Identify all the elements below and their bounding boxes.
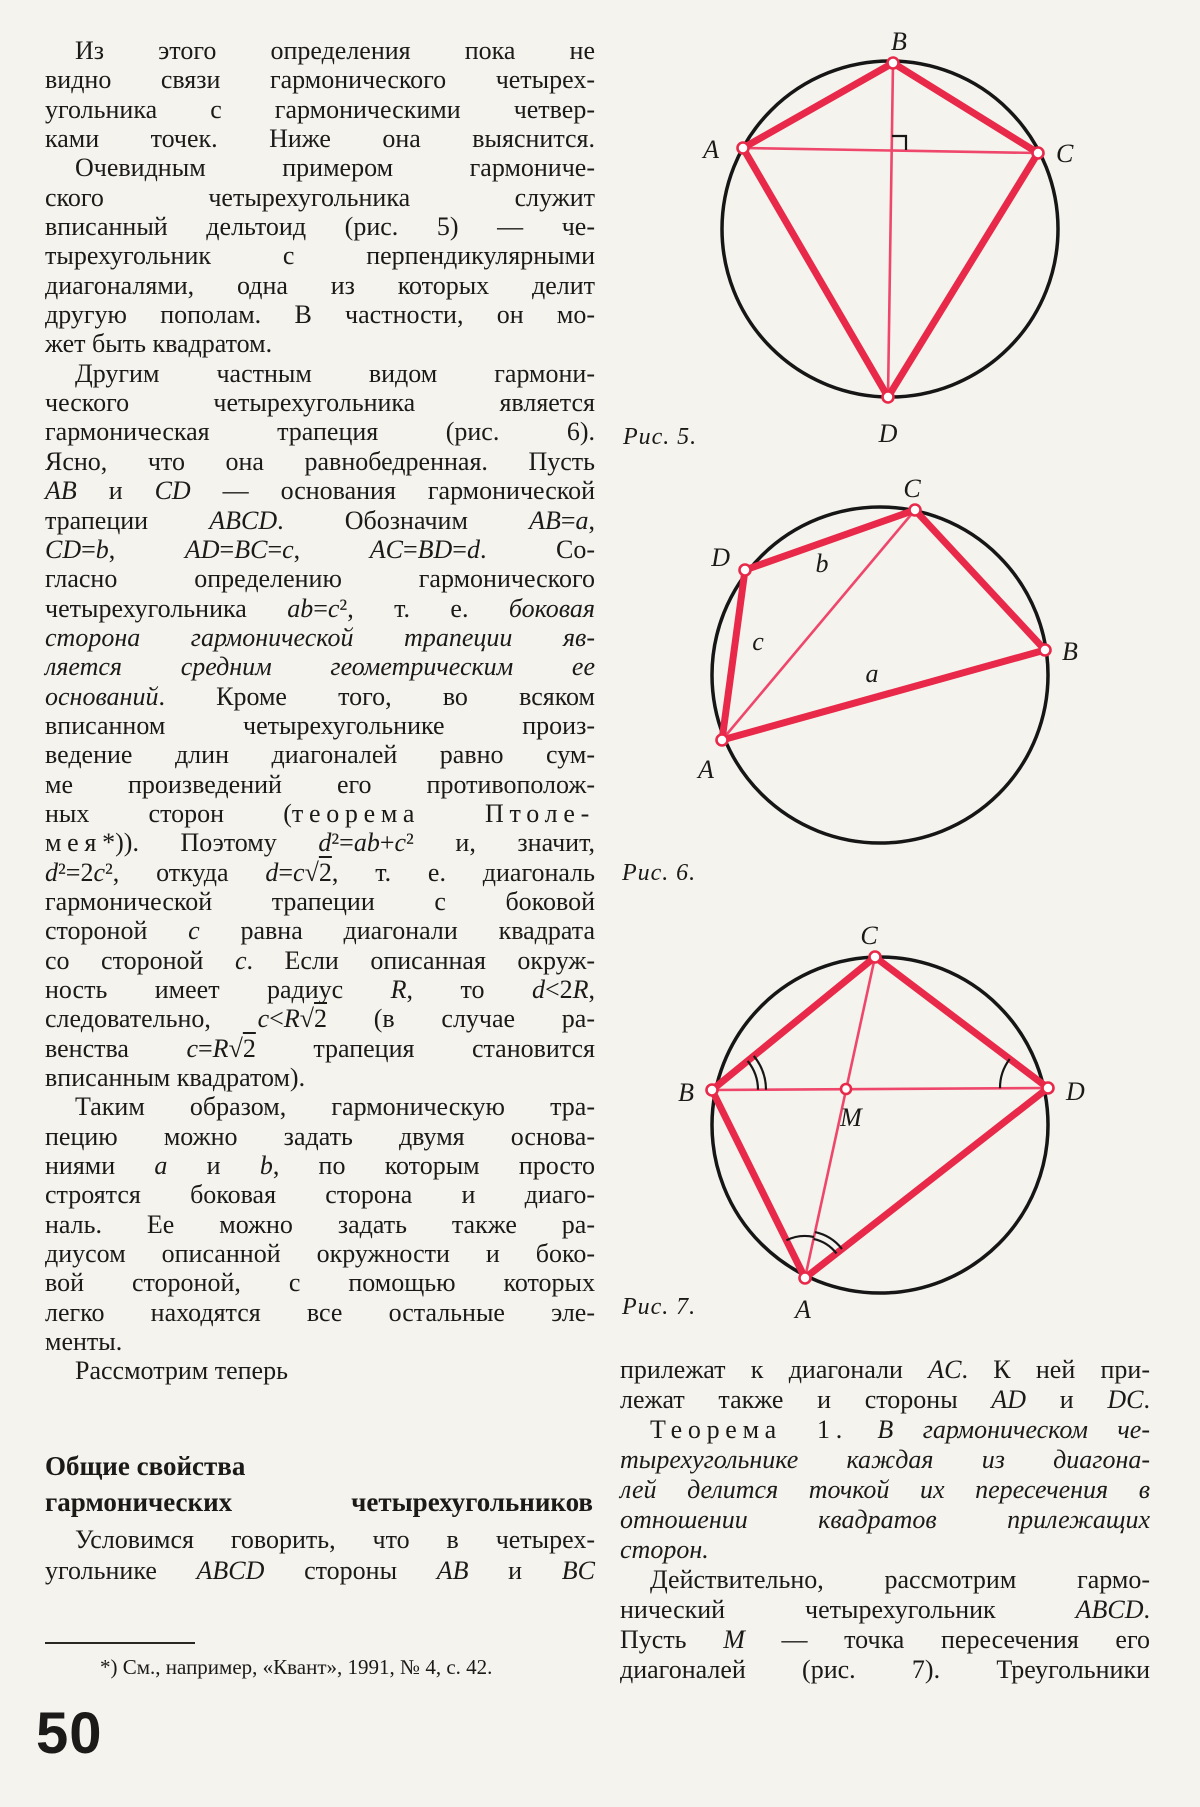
figure5-caption: Рис. 5. <box>623 424 698 450</box>
text-line: отношении квадратов прилежащих <box>620 1505 1150 1534</box>
fig6-vertex-D <box>740 565 751 576</box>
text-line: Действительно, рассмотрим гармо- <box>650 1565 1150 1594</box>
text-line: ных сторон (теорема Птоле- <box>45 798 595 828</box>
fig6-vertex-C <box>910 505 921 516</box>
text-line: нический четырехугольник ABCD. <box>620 1595 1150 1624</box>
fig7-label-A: A <box>795 1295 811 1324</box>
right-text-column <box>620 1355 1150 1685</box>
text-line: вписанный дельтоид (рис. 5) — че- <box>45 212 595 242</box>
text-line: прилежат к диагонали AC. К ней при- <box>620 1355 1150 1384</box>
fig7-label-M: M <box>840 1103 862 1132</box>
text-line: угольнике ABCD стороны AB и BC <box>45 1556 595 1585</box>
fig6-vertex-B <box>1040 645 1051 656</box>
text-line: ниями a и b, по которым просто <box>45 1151 595 1181</box>
fig5-label-A: A <box>703 135 719 164</box>
fig6-label-side-b: b <box>815 549 829 578</box>
fig7-vertex-A <box>800 1273 811 1284</box>
text-line: CD=b, AD=BC=c, AC=BD=d. Со- <box>45 534 596 564</box>
figure7-harmonic-quadrilateral <box>620 920 1180 1335</box>
text-line: ляется средним геометрическим ее <box>45 652 595 682</box>
text-line: гласно определению гармонического <box>45 564 595 594</box>
text-line: диусом описанной окружности и боко- <box>45 1239 595 1269</box>
text-line: Таким образом, гармоническую тра- <box>75 1092 595 1122</box>
section-intro-paragraph <box>45 1524 595 1586</box>
fig5-label-B: B <box>891 27 907 56</box>
text-line: Ясно, что она равнобедренная. Пусть <box>45 446 595 476</box>
text-line: тырехугольнике каждая из диагона- <box>620 1445 1150 1474</box>
fig6-label-D: D <box>711 543 730 572</box>
text-line: Теорема 1. В гармоническом че- <box>650 1415 1150 1444</box>
text-line: строятся боковая сторона и диаго- <box>45 1180 595 1210</box>
text-line: четырехугольника ab=c², т. е. боковая <box>45 593 595 623</box>
text-line: ческого четырехугольника является <box>45 388 595 418</box>
text-line: лей делится точкой их пересечения в <box>620 1475 1150 1504</box>
page-number: 50 <box>36 1701 103 1766</box>
text-line: диагоналей (рис. 7). Треугольники <box>620 1655 1150 1684</box>
figure6-caption: Рис. 6. <box>622 860 697 886</box>
fig6-quadrilateral-ABCD <box>722 510 1045 740</box>
text-line: диагоналями, одна из которых делит <box>45 270 595 300</box>
text-line: жет быть квадратом. <box>45 329 273 359</box>
text-line: Пусть M — точка пересечения его <box>620 1625 1150 1654</box>
text-line: вой стороной, с помощью которых <box>45 1268 595 1298</box>
text-line: со стороной c. Если описанная окруж- <box>45 945 595 975</box>
text-line: Из этого определения пока не <box>75 36 595 65</box>
fig5-vertex-A <box>738 143 749 154</box>
text-line: оснований. Кроме того, во всяком <box>45 681 595 711</box>
text-line: лежат также и стороны AD и DC. <box>620 1385 1151 1414</box>
text-line: Другим частным видом гармони- <box>75 358 595 388</box>
text-line: видно связи гармонического четырех- <box>45 65 595 95</box>
text-line: гармонических четырехугольников <box>45 1487 593 1517</box>
fig5-vertex-C <box>1033 148 1044 159</box>
text-line: Рассмотрим теперь <box>75 1356 288 1386</box>
text-line: Общие свойства <box>45 1451 246 1481</box>
fig7-angle-mark-A-single <box>786 1236 814 1240</box>
fig7-vertex-D <box>1043 1083 1054 1094</box>
text-line: *) См., например, «Квант», 1991, № 4, с. 42. <box>100 1655 493 1679</box>
figure6-harmonic-trapezoid <box>620 470 1180 880</box>
fig6-label-A: A <box>698 755 714 784</box>
text-line: следовательно, c<R√2 (в случае ра- <box>45 1004 595 1034</box>
fig6-label-B: B <box>1062 637 1078 666</box>
fig7-label-C: C <box>860 921 878 950</box>
footnote <box>45 1654 595 1680</box>
text-line: другую пополам. В частности, он мо- <box>45 300 595 330</box>
fig6-label-C: C <box>903 474 921 503</box>
text-line: мея*)). Поэтому d²=ab+c² и, значит, <box>45 828 595 858</box>
text-line: ского четырехугольника служит <box>45 182 595 212</box>
fig7-label-D: D <box>1066 1077 1085 1106</box>
fig6-label-side-c: c <box>752 627 764 656</box>
fig5-right-angle-mark <box>892 136 906 150</box>
text-line: сторон. <box>620 1535 709 1564</box>
fig5-label-D: D <box>878 419 898 448</box>
text-line: менты. <box>45 1327 123 1357</box>
fig5-vertex-B <box>888 58 899 69</box>
fig5-vertex-D <box>883 392 894 403</box>
fig5-diagonal-BD <box>888 63 893 397</box>
fig5-label-C: C <box>1056 139 1074 168</box>
text-line: AB и CD — основания гармонической <box>45 476 595 506</box>
text-line: сторона гармонической трапеции яв- <box>45 622 595 652</box>
text-line: венства c=R√2 трапеция становится <box>45 1033 595 1063</box>
text-line: вписанном четырехугольнике произ- <box>45 710 595 740</box>
text-line: ме произведений его противополож- <box>45 769 595 799</box>
fig7-diagonal-BD <box>712 1088 1048 1090</box>
text-line: наль. Ее можно задать также ра- <box>45 1209 595 1239</box>
text-line: тырехугольник с перпендикулярными <box>45 241 595 271</box>
fig7-vertex-C <box>870 952 881 963</box>
left-text-column <box>45 36 595 1386</box>
fig6-circumcircle <box>712 507 1048 843</box>
text-line: пецию можно задать двумя основа- <box>45 1121 595 1151</box>
figure5-inscribed-deltoid <box>600 25 1180 448</box>
text-line: Условимся говорить, что в четырех- <box>75 1525 595 1554</box>
fig7-angle-mark-D <box>1000 1059 1010 1088</box>
text-line: d²=2c², откуда d=c√2, т. е. диагональ <box>45 857 595 887</box>
text-line: стороной c равна диагонали квадрата <box>45 916 596 946</box>
section-heading <box>45 1448 593 1520</box>
text-line: трапеции ABCD. Обозначим AB=a, <box>45 505 595 535</box>
text-line: гармоническая трапеция (рис. 6). <box>45 417 595 447</box>
text-line: Очевидным примером гармониче- <box>75 153 595 183</box>
fig7-point-M <box>841 1084 851 1094</box>
fig7-vertex-B <box>707 1085 718 1096</box>
text-line: ность имеет радиус R, то d<2R, <box>45 975 595 1004</box>
text-line: ведение длин диагоналей равно сум- <box>45 740 595 770</box>
text-line: гармонической трапеции с боковой <box>45 886 595 916</box>
fig7-label-B: B <box>678 1078 694 1107</box>
footnote-divider <box>45 1642 195 1644</box>
fig7-angle-mark-B-arc1 <box>748 1061 758 1090</box>
figure7-caption: Рис. 7. <box>622 1294 697 1320</box>
text-line: легко находятся все остальные эле- <box>45 1297 595 1327</box>
text-line: ками точек. Ниже она выяснится. <box>45 124 595 154</box>
fig6-label-side-a: a <box>865 659 879 688</box>
fig6-vertex-A <box>717 735 728 746</box>
text-line: угольника с гармоническими четвер- <box>45 94 595 124</box>
text-line: вписанным квадратом). <box>45 1063 306 1093</box>
